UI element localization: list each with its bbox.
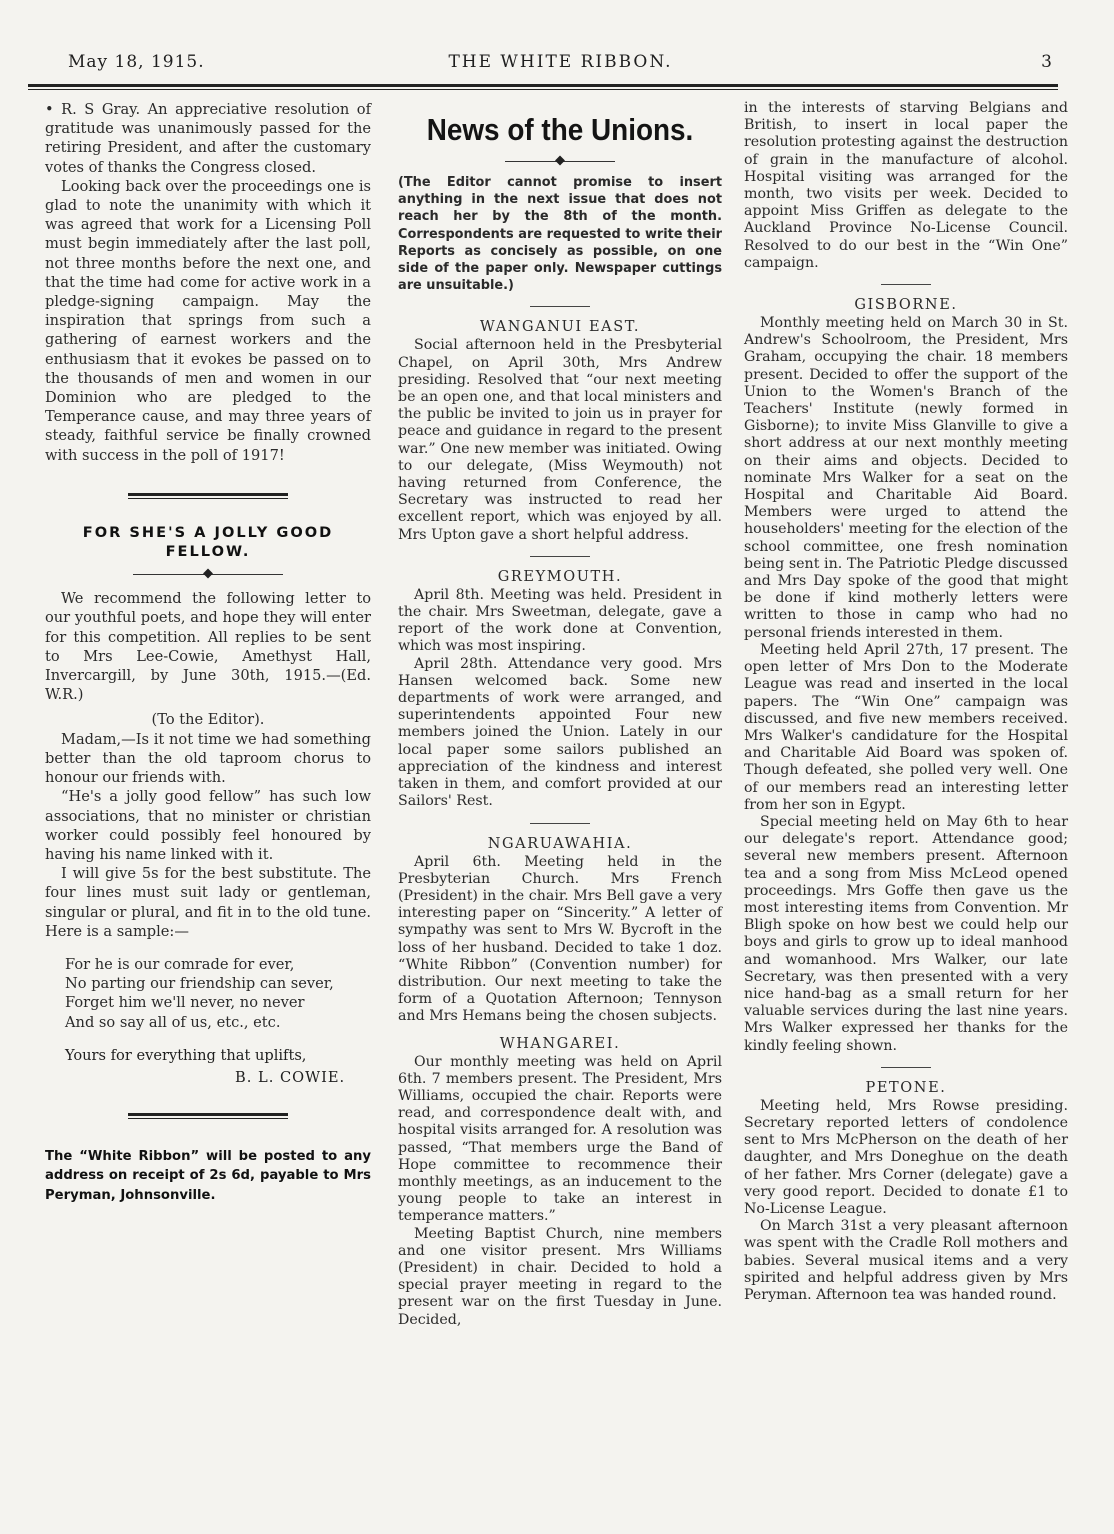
letter-paragraph: “He's a jolly good fellow” has such low associations, that no minister or christian worker could possibly feel honoured by having his name linked with it. (45, 788, 371, 863)
issue-date: May 18, 1915. (68, 52, 205, 72)
column-left (45, 100, 371, 1205)
looking-back-paragraph: Looking back over the proceedings one is glad to note the unanimity with which it was agreed that work for a Licensing Poll must begin immediately after the last poll, not three months before the next one, and that the time had come for active work in a pledge-signing campaign. May the inspiration that springs from such a gathering of earnest workers and the enthusiasm that it evokes be passed on to the thousands of men and women in our Dominion who are pledged to the Temperance cause, and may three years of steady, faithful service be finally crowned with success in the poll of 1917! (45, 177, 371, 464)
sample-verse (65, 955, 371, 1032)
to-the-editor: (To the Editor). (151, 711, 265, 729)
union-heading-ngaruawahia: NGARUAWAHIA. (487, 835, 633, 852)
recommend-paragraph: We recommend the following letter to our youthful poets, and hope they will enter for this competition. All replies to be sent to Mrs Lee-Cowie, Amethyst Hall, Invercargill, by June 30th, 1915.—(Ed. W.R.) (45, 590, 371, 704)
whangarei-report-continued: in the interests of starving Belgians and British, to insert in local paper the resolution protesting against the destruction of grain in the manufacture of alcohol. Hospital visiting was arranged for the month, two visits per week. Decided to appoint Miss Griffen as delegate to the Auckland Province No-License Council. Resolved to do our best in the “Win One” campaign. (744, 100, 1068, 271)
union-heading-greymouth: GREYMOUTH. (497, 568, 623, 585)
petone-report: On March 31st a very pleasant afternoon was spent with the Cradle Roll mothers and babies. Several musical items and a very spirited and helpful address given by Mrs Peryman. Afternoon tea was handed round. (744, 1218, 1068, 1303)
letter-paragraph: I will give 5s for the best substitute. The four lines must suit lady or gentleman, singular or plural, and fit in to the old tune. Here is a sample:— (45, 865, 371, 940)
verse-line: Forget him we'll never, no never (65, 994, 305, 1012)
petone-report: Meeting held, Mrs Rowse presiding. Secretary reported letters of condolence sent to Mrs McPherson on the death of her daughter, and Mrs Doneghue on the death of her father. Mrs Corner (delegate) gave a very good report. Decided to donate £1 to No-License League. (744, 1097, 1068, 1217)
letter-signature: B. L. COWIE. (235, 1068, 346, 1086)
letter-paragraph: Madam,—Is it not time we had something better than the old taproom chorus to honour our friends with. (45, 730, 371, 787)
union-heading-petone: PETONE. (865, 1079, 947, 1096)
verse-line: And so say all of us, etc., etc. (65, 1013, 281, 1031)
ornament-divider (505, 156, 615, 166)
ngaruawahia-report: April 6th. Meeting held in the Presbyterian Church. Mrs French (President) in the chair. Mrs Bell gave a very interesting paper on “Sincerity.” A letter of sympathy was sent to Mrs W. Bycroft in the loss of her husband. Decided to take 1 doz. “White Ribbon” (Convention number) for distribution. Our next meeting to take the form of a Quotation Afternoon; Tennyson and Mrs Hemans being the chosen subjects. (398, 853, 722, 1025)
publication-title: THE WHITE RIBBON. (448, 52, 673, 72)
editor-note-text: (The Editor cannot promise to insert anything in the next issue that does not reach her by the 8th of the month. Correspondents are requested to write their Reports as concisely as possible, on one side of the paper only. Newspaper cuttings are unsuitable.) (398, 175, 722, 294)
wanganui-east-report: Social afternoon held in the Presbyterial Chapel, on April 30th, Mrs Andrew presiding. Resolved that “our next meeting be an open one, and that local ministers and the public be invited to join us in prayer for peace and guidance in regard to the present war.” One new member was initiated. Owing to our delegate, (Miss Weymouth) not having returned from Conference, the Secretary was instructed to read her excellent report, which was enjoyed by all. Mrs Upton gave a short helpful address. (398, 337, 722, 543)
greymouth-report: April 28th. Attendance very good. Mrs Hansen welcomed back. Some new departments of work were arranged, and superintendents appointed Four new members joined the Union. Lately in our local paper some sailors published an appreciation of the kindness and interest taken in them, and comfort provided at our Sailors' Rest. (398, 655, 722, 810)
section-divider (881, 284, 931, 285)
verse-line: No parting our friendship can sever, (65, 975, 334, 993)
whangarei-report: Our monthly meeting was held on April 6th. 7 members present. The President, Mrs Williams, occupied the chair. Reports were read, and correspondence dealt with, and hospital visits arranged for. A resolution was passed, “That members urge the Band of Hope committee to recommence their monthly meetings, as an inducement to the young people to take an interest in temperance matters.” (398, 1053, 722, 1225)
gisborne-report: Meeting held April 27th, 17 present. The open letter of Mrs Don to the Moderate League was read and inserted in the local papers. The “Win One” campaign was discussed, and five new members received. Mrs Walker's candidature for the Hospital and Charitable Aid Board was spoken of. Though defeated, she polled very well. One of our members read an interesting letter from her son in Egypt. (744, 641, 1068, 813)
subscription-notice (45, 1147, 371, 1205)
page-header (68, 52, 1053, 76)
header-rule (28, 84, 1058, 90)
editor-note (398, 174, 722, 294)
union-heading-wanganui-east: WANGANUI EAST. (479, 319, 641, 336)
column-middle (398, 100, 722, 1329)
section-divider (530, 556, 590, 557)
subscription-text: The “White Ribbon” will be posted to any address on receipt of 2s 6d, payable to Mrs Peryman, Johnsonville. (45, 1149, 371, 1203)
letter-closing: Yours for everything that uplifts, (65, 1046, 307, 1064)
greymouth-report: April 8th. Meeting was held. President in the chair. Mrs Sweetman, delegate, gave a report of the work done at Convention, which was most inspiring. (398, 586, 722, 655)
section-divider (530, 306, 590, 307)
section-divider (530, 823, 590, 824)
page-number: 3 (1041, 52, 1053, 72)
gisborne-report: Monthly meeting held on March 30 in St. Andrew's Schoolroom, the President, Mrs Graham, occupying the chair. 18 members present. Decided to offer the support of the Union to the Women's Branch of the Teachers' Institute (newly formed in Gisborne); to invite Miss Glanville to give a short address at our next monthly meeting on their aims and objects. Decided to nominate Mrs Walker for a seat on the Hospital and Charitable Aid Board. Members were urged to attend the householders' meeting for the election of the school committee, one fresh nomination being sent in. The Patriotic Pledge discussed and Mrs Day spoke of the good that might be done if kind motherly letters were written to those in camp who had no personal friends interested in them. (744, 315, 1068, 641)
verse-line: For he is our comrade for ever, (65, 955, 295, 973)
jolly-fellow-title-line1: FOR SHE'S A JOLLY GOOD (82, 523, 334, 541)
whangarei-report: Meeting Baptist Church, nine members and one visitor present. Mrs Williams (President) in chair. Decided to hold a special prayer meeting in regard to the present war on the first Tuesday in June. Decided, (398, 1225, 722, 1328)
union-heading-whangarei: WHANGAREI. (499, 1035, 621, 1052)
congress-closing-paragraph: • R. S Gray. An appreciative resolution of gratitude was unanimously passed for the retiring President, and after the customary votes of thanks the Congress closed. (45, 101, 371, 176)
gisborne-report: Special meeting held on May 6th to hear our delegate's report. Attendance good; several new members present. Afternoon tea and a song from Miss McLeod opened proceedings. Mrs Goffe then gave us the most interesting items from Convention. Mr Bligh spoke on how best we could help our boys and girls to grow up to ideal manhood and womanhood. Mrs Walker, our late Secretary, was then presented with a very nice hand-bag as a small return for her valuable services during the last nine years. Mrs Walker expressed her thanks for the kindly feeling shown. (744, 813, 1068, 1054)
column-right (744, 100, 1068, 1304)
section-divider (881, 1067, 931, 1068)
news-of-unions-heading: News of the Unions. (426, 112, 694, 147)
union-heading-gisborne: GISBORNE. (854, 297, 958, 314)
jolly-fellow-title-line2: FELLOW. (165, 543, 251, 561)
ornament-divider (133, 569, 283, 579)
